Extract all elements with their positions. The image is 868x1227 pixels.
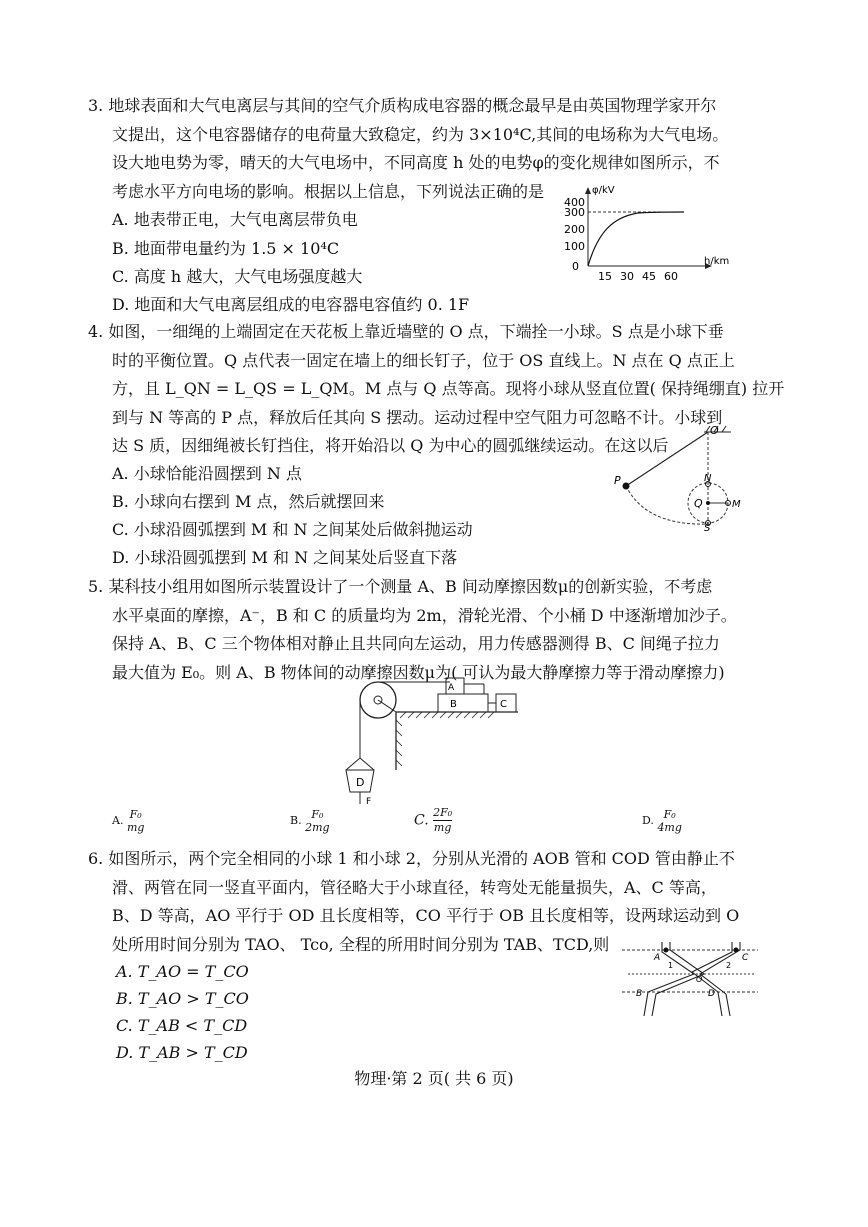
q3-xlabel: h/km xyxy=(704,256,730,267)
q5-option-c: C. $\frac{\text{2F₀}}{mg}$ xyxy=(414,806,453,834)
q3-line-2: 文提出，这个电容器储存的电荷量大致稳定，约为 3×10⁴C,其间的电场称为大气电场。 xyxy=(112,124,729,144)
svg-text:B: B xyxy=(450,699,457,710)
q3-option-d: D. 地面和大气电离层组成的电容器电容值约 0. 1F xyxy=(112,295,470,314)
q3-xtick: 60 xyxy=(664,270,678,283)
svg-text:A: A xyxy=(654,953,661,963)
q3-ytick: 100 xyxy=(564,240,585,253)
q3-xtick: 30 xyxy=(620,270,634,283)
q5-apparatus-figure xyxy=(338,670,528,810)
q3-potential-curve xyxy=(588,212,684,266)
q5-line-4: 最大值为 E₀。则 A、B 物体间的动摩擦因数μ为( 可认为最大静摩擦力等于滑动摩擦力) xyxy=(112,662,725,682)
q4-option-a: A. 小球恰能沿圆摆到 N 点 xyxy=(112,464,302,483)
q3-potential-graph xyxy=(558,184,740,283)
q4-line-5: 达 S 质，因细绳被长钉挡住，将开始沿以 Q 为中心的圆弧继续运动。在这以后 xyxy=(112,436,669,455)
svg-text:B: B xyxy=(636,989,643,999)
q4-line-1: 4. 如图，一细绳的上端固定在天花板上靠近墙壁的 O 点，下端拴一小球。S 点是小球下垂 xyxy=(88,322,724,341)
q3-line-1: 3. 地球表面和大气电离层与其间的空气介质构成电容器的概念最早是由英国物理学家开尔 xyxy=(88,96,717,115)
page-footer: 物理·第 2 页( 共 6 页) xyxy=(354,1069,514,1088)
svg-text:F: F xyxy=(366,797,372,807)
svg-text:D: D xyxy=(356,776,365,789)
svg-text:M: M xyxy=(732,499,741,510)
q3-line-4: 考虑水平方向电场的影响。根据以上信息，下列说法正确的是 xyxy=(112,181,545,201)
q5-option-d: D. F₀ 4mg xyxy=(642,808,682,834)
svg-text:D: D xyxy=(708,989,715,999)
q3-ytick: 400 xyxy=(564,196,585,209)
q5-option-b: B. F₀ 2mg xyxy=(290,808,330,834)
svg-text:1: 1 xyxy=(668,961,674,970)
q5-line-3: 保持 A、B、C 三个物体相对静止且共同向左运动，用力传感器测得 B、C 间绳子拉力 xyxy=(112,634,720,653)
q4-line-2: 时的平衡位置。Q 点代表一固定在墙上的细长钉子，位于 OS 直线上。N 点在 Q 点正上 xyxy=(112,350,735,370)
q3-ytick: 300 xyxy=(564,206,585,219)
q3-xtick: 45 xyxy=(642,270,656,283)
q4-pendulum-figure xyxy=(606,418,756,533)
svg-text:C: C xyxy=(500,699,507,710)
svg-text:O: O xyxy=(710,424,719,437)
q3-ytick: 0 xyxy=(572,260,579,273)
q5-line-1: 5. 某科技小组用如图所示装置设计了一个测量 A、B 间动摩擦因数μ的创新实验，不考虑 xyxy=(88,577,713,596)
svg-text:Q: Q xyxy=(694,497,703,510)
q6-option-d: D. T_AB > T_CD xyxy=(116,1043,248,1062)
q4-line-3: 方，且 L_QN = L_QS = L_QM。M 点与 Q 点等高。现将小球从竖直位置( 保持绳绷直) 拉开 xyxy=(112,379,785,398)
svg-text:O: O xyxy=(696,975,703,984)
svg-text:S: S xyxy=(704,523,711,534)
q4-option-c: C. 小球沿圆弧摆到 M 和 N 之间某处后做斜抛运动 xyxy=(112,520,473,539)
q6-option-b: B. T_AO > T_CO xyxy=(116,989,249,1008)
q4-line-4: 到与 N 等高的 P 点，释放后任其向 S 摆动。运动过程中空气阻力可忽略不计。小球到 xyxy=(112,407,723,427)
svg-text:2: 2 xyxy=(726,961,732,970)
q6-line-2: 滑、两管在同一竖直平面内，管径略大于小球直径，转弯处无能量损失，A、C 等高， xyxy=(112,877,717,897)
svg-text:A: A xyxy=(448,683,455,693)
q3-ytick: 200 xyxy=(564,223,585,236)
q6-line-3: B、D 等高，AO 平行于 OD 且长度相等，CO 平行于 OB 且长度相等，设两球运动到 O xyxy=(112,906,740,925)
q6-line-1: 6. 如图所示，两个完全相同的小球 1 和小球 2，分别从光滑的 AOB 管和 COD 管由静止不 xyxy=(88,849,735,868)
q5-option-a: A. F₀ mg xyxy=(112,808,145,834)
q3-xtick: 15 xyxy=(598,270,612,283)
q3-option-a: A. 地表带正电，大气电离层带负电 xyxy=(112,210,358,229)
q4-option-b: B. 小球向右摆到 M 点，然后就摆回来 xyxy=(112,492,385,511)
svg-text:P: P xyxy=(614,474,621,487)
q6-tubes-figure xyxy=(618,938,764,1020)
q4-option-d: D. 小球沿圆弧摆到 M 和 N 之间某处后竖直下落 xyxy=(112,548,458,567)
q6-option-a: A. T_AO = T_CO xyxy=(116,962,249,981)
q3-option-c: C. 高度 h 越大，大气电场强度越大 xyxy=(112,267,363,286)
svg-text:N: N xyxy=(704,473,712,484)
q3-line-3: 设大地电势为零，晴天的大气电场中，不同高度 h 处的电势φ的变化规律如图所示，不 xyxy=(112,153,720,172)
q3-option-b: B. 地面带电量约为 1.5 × 10⁴C xyxy=(112,239,340,258)
q5-line-2: 水平桌面的摩擦，A⁻，B 和 C 的质量均为 2m，滑轮光滑、个小桶 D 中逐渐增加沙子。 xyxy=(112,605,737,625)
svg-text:C: C xyxy=(742,953,749,963)
q6-line-4: 处所用时间分别为 TAO、 Tco, 全程的所用时间分别为 TAB、TCD,则 xyxy=(112,934,610,954)
q6-option-c: C. T_AB < T_CD xyxy=(116,1016,248,1035)
q3-ylabel: φ/kV xyxy=(592,185,615,196)
